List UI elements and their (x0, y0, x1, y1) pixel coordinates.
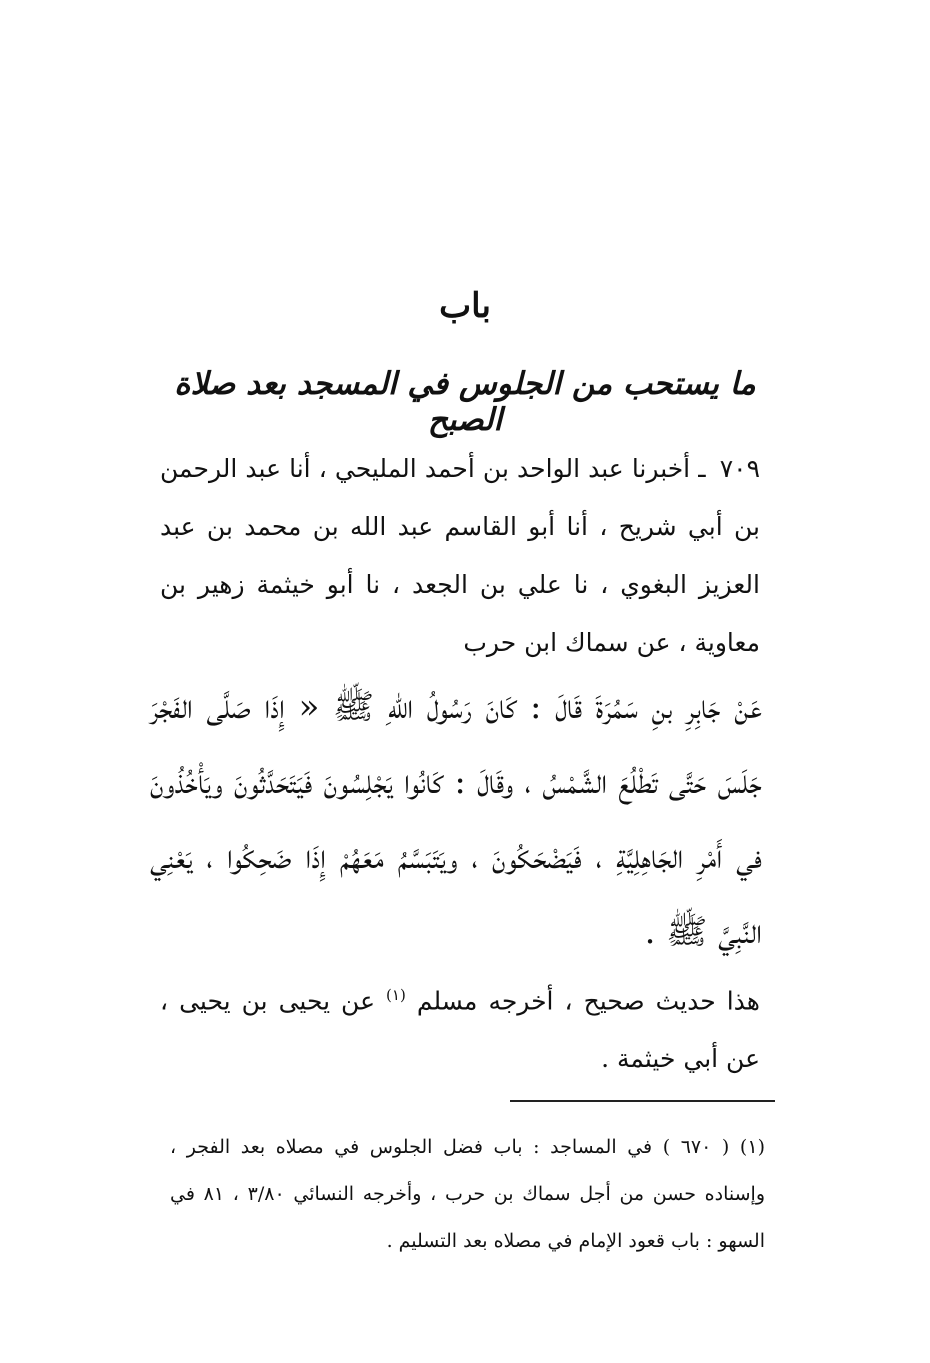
hadith-isnad (160, 440, 760, 672)
chapter-title: ما يستحب من الجلوس في المسجد بعد صلاة الصبح (174, 366, 756, 438)
chapter-heading: باب (439, 286, 491, 326)
footnote: (١) ( ٦٧٠ ) في المساجد : باب فضل الجلوس في مصلاه بعد الفجر ، وإسناده حسن من أجل سماك بن حرب ، وأخرجه النسائي ٣/٨٠ ، ٨١ في السهو : باب قعود الإمام في مصلاه بعد التسليم . (170, 1136, 765, 1252)
footnote-reference: (١) (386, 986, 406, 1004)
footnote-divider (510, 1100, 775, 1102)
hadith-matn: عَنْ جَابِرِ بنِ سَمُرَةَ قَالَ : كَانَ رَسُولُ اللهِ ﷺ « إِذَا صَلَّى الفَجْرَ جَلَسَ حَتَّى تَطْلُعَ الشَّمْسُ ، وقَالَ : كَانُوا يَجْلِسُونَ فَيَتَحَدَّثُونَ ويَأْخُذُونَ في أَمْرِ الجَاهِلِيَّةِ ، فَيَضْحَكُونَ ، ويَتَبَسَّمُ مَعَهُمْ إِذَا ضَحِكُوا ، يَعْنِي النَّبِيَّ ﷺ . (150, 687, 762, 952)
isnad-text: أخبرنا عبد الواحد بن أحمد المليحي ، أنا عبد الرحمن بن أبي شريح ، أنا أبو القاسم عبد الله بن محمد بن عبد العزيز البغوي ، نا علي بن الجعد ، نا أبو خيثمة زهير بن معاوية ، عن سماك ابن حرب (160, 454, 760, 657)
hadith-number: ٧٠٩ (719, 454, 761, 483)
dash: ـ (698, 454, 706, 483)
grading-source: عن يحيى بن يحيى ، عن أبي خيثمة . (160, 986, 760, 1074)
grading-text: هذا حديث صحيح ، أخرجه مسلم (416, 986, 760, 1016)
hadith-grading (160, 966, 760, 1088)
